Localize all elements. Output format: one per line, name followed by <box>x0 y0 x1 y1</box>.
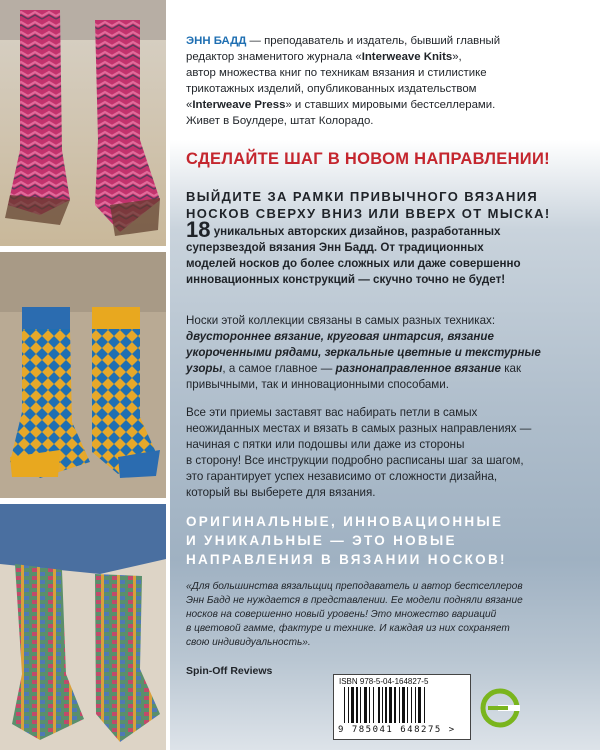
barcode-bar <box>385 687 387 723</box>
barcode-bar <box>369 687 370 723</box>
barcode-bar <box>407 687 408 723</box>
barcode-digits: 9 785041 648275 > <box>338 725 456 735</box>
isbn-barcode <box>333 674 471 740</box>
photo-colorwork-socks <box>0 252 166 498</box>
barcode-bar <box>382 687 383 723</box>
techniques-paragraph: Носки этой коллекции связаны в самых разных техниках: двустороннее вязание, круговая интарсия, вязание укороченными рядами, зеркальные цветные и текстурные узоры, а самое главное — разнонаправленное вязание как привычными, так и инновационными способами. <box>186 314 541 391</box>
barcode-bar <box>399 687 400 723</box>
review-quote: «Для большинства вязальщиц преподаватель и автор бестселлеров Энн Бадд не нуждается в представлении. Ее модели подняли вязание носков на совершенно новый уровень! Это множество вариаций в цветовой гамме, фактуре и технике. И каждая из них сохраняет свою индивидуальность». <box>186 581 523 648</box>
barcode-icon <box>344 687 460 725</box>
barcode-bar <box>415 687 416 723</box>
barcode-bar <box>373 687 374 723</box>
barcode-bar <box>348 687 349 723</box>
instructions-paragraph: Все эти приемы заставят вас набирать петли в самых неожиданных местах и вязать в самых разных направлениях — начиная с пятки или подошвы или даже из стороны в сторону! Все инструкции подробно расписаны шаг за шагом, это гарантирует успех независимо от сложности дизайна, который вы выберете для вязания. <box>186 406 532 499</box>
barcode-bar <box>411 687 412 723</box>
barcode-bar <box>351 687 354 723</box>
review-source: Spin-Off Reviews <box>186 665 273 677</box>
barcode-bar <box>418 687 421 723</box>
barcode-bar <box>389 687 392 723</box>
barcode-bar <box>364 687 367 723</box>
slogan-heading: СДЕЛАЙТЕ ШАГ В НОВОМ НАПРАВЛЕНИИ! <box>186 150 550 168</box>
barcode-bar <box>378 687 380 723</box>
tagline-heading: ОРИГИНАЛЬНЫЕ, ИННОВАЦИОННЫЕ И УНИКАЛЬНЫЕ — ЭТО НОВЫЕ НАПРАВЛЕНИЯ В ВЯЗАНИИ НОСКОВ! <box>186 514 507 567</box>
barcode-bar <box>360 687 361 723</box>
barcode-bar <box>344 687 345 723</box>
barcode-bar <box>402 687 405 723</box>
designs-count: 18 <box>186 217 211 242</box>
publisher-logo-icon <box>480 688 520 728</box>
barcode-bar <box>394 687 396 723</box>
barcode-bar <box>356 687 358 723</box>
isbn-text: ISBN 978-5-04-164827-5 <box>339 677 429 686</box>
author-name: ЭНН БАДД <box>186 35 247 47</box>
designs-paragraph: 18 уникальных авторских дизайнов, разработанных суперзвездой вязания Энн Бадд. От традиционных моделей носков до более сложных или даже совершенно инновационных конструкций — скучно точно не будет! <box>186 217 521 286</box>
photo-multicolor-socks <box>0 504 166 750</box>
author-bio: ЭНН БАДД — преподаватель и издатель, бывший главный редактор знаменитого журнала «Interweave Knits», автор множества книг по техникам вязания и стилистике трикотажных изделий, опубликованных издательством «Interweave Press» и ставших мировыми бестселлерами. Живет в Боулдере, штат Колорадо. <box>186 35 501 127</box>
photo-striped-socks <box>0 0 166 246</box>
lead-heading: ВЫЙДИТЕ ЗА РАМКИ ПРИВЫЧНОГО ВЯЗАНИЯ НОСКОВ СВЕРХУ ВНИЗ ИЛИ ВВЕРХ ОТ МЫСКА! <box>186 189 551 221</box>
barcode-bar <box>424 687 425 723</box>
